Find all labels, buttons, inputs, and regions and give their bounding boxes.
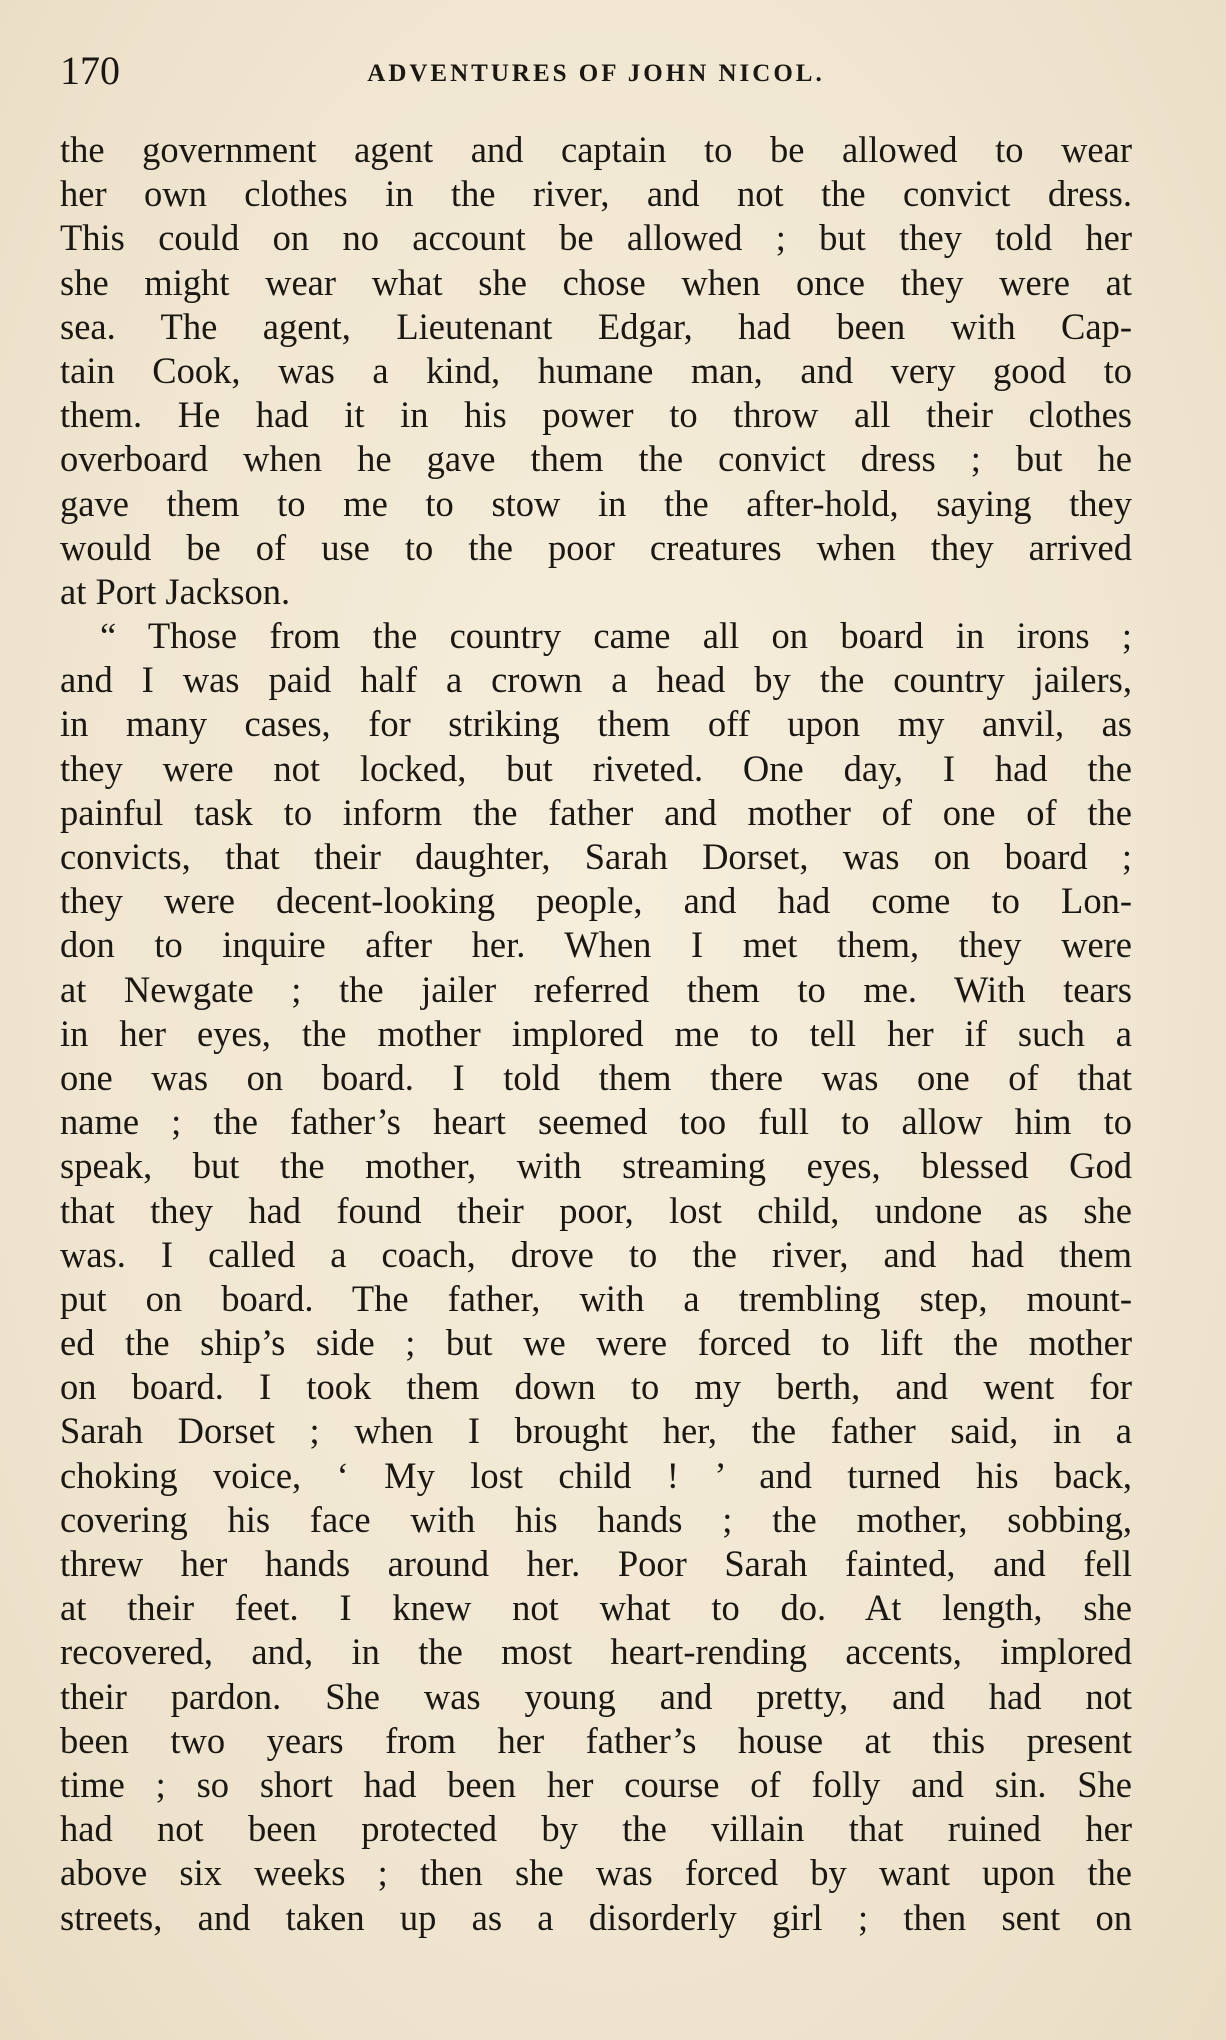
text-line: in her eyes, the mother implored me to tell her if such a xyxy=(60,1012,1132,1054)
text-line: don to inquire after her. When I met them, they were xyxy=(60,924,1132,966)
text-line: speak, but the mother, with streaming eyes, blessed God xyxy=(60,1145,1132,1187)
text-line: at Newgate ; the jailer referred them to me. With tears xyxy=(60,968,1132,1010)
text-line: This could on no account be allowed ; but they told her xyxy=(60,217,1132,259)
text-line: she might wear what she chose when once they were at xyxy=(60,261,1132,303)
page-header xyxy=(60,46,1132,96)
text-line: Sarah Dorset ; when I brought her, the father said, in a xyxy=(60,1410,1132,1452)
text-line: time ; so short had been her course of folly and sin. She xyxy=(60,1763,1132,1805)
text-line: ed the ship’s side ; but we were forced to lift the mother xyxy=(60,1322,1132,1364)
running-title: ADVENTURES OF JOHN NICOL. xyxy=(367,60,825,87)
text-line: one was on board. I told them there was one of that xyxy=(60,1056,1132,1098)
text-line: at their feet. I knew not what to do. At length, she xyxy=(60,1587,1132,1629)
text-line: that they had found their poor, lost child, undone as she xyxy=(60,1189,1132,1231)
text-line: overboard when he gave them the convict dress ; but he xyxy=(60,438,1132,480)
text-line: they were decent-looking people, and had come to Lon- xyxy=(60,880,1132,922)
text-line: they were not locked, but riveted. One day, I had the xyxy=(60,747,1132,789)
text-line: put on board. The father, with a trembling step, mount- xyxy=(60,1277,1132,1319)
text-line: her own clothes in the river, and not the convict dress. xyxy=(60,173,1132,215)
text-line: in many cases, for striking them off upon my anvil, as xyxy=(60,703,1132,745)
text-line: would be of use to the poor creatures when they arrived xyxy=(60,526,1132,568)
text-line: convicts, that their daughter, Sarah Dorset, was on board ; xyxy=(60,836,1132,877)
text-line: name ; the father’s heart seemed too full to allow him to xyxy=(60,1101,1132,1143)
text-line: was. I called a coach, drove to the river, and had them xyxy=(60,1233,1132,1275)
paragraph-start-line: “ Those from the country came all on board in irons ; xyxy=(100,615,1132,657)
page-number: 170 xyxy=(60,48,120,93)
text-line: choking voice, ‘ My lost child ! ’ and turned his back, xyxy=(60,1454,1132,1496)
text-line: on board. I took them down to my berth, and went for xyxy=(60,1366,1132,1408)
text-line: their pardon. She was young and pretty, and had not xyxy=(60,1675,1132,1717)
text-line: and I was paid half a crown a head by the country jailers, xyxy=(60,659,1132,701)
text-line: sea. The agent, Lieutenant Edgar, had been with Cap- xyxy=(60,305,1132,347)
text-line: covering his face with his hands ; the mother, sobbing, xyxy=(60,1498,1132,1540)
text-line: threw her hands around her. Poor Sarah fainted, and fell xyxy=(60,1543,1132,1584)
paragraph-end-line: at Port Jackson. xyxy=(60,570,291,612)
text-line: had not been protected by the villain that ruined her xyxy=(60,1808,1132,1850)
text-line: recovered, and, in the most heart-rending accents, implored xyxy=(60,1631,1132,1673)
text-line: the government agent and captain to be allowed to wear xyxy=(60,129,1132,170)
text-line: been two years from her father’s house at this present xyxy=(60,1719,1132,1761)
text-line: them. He had it in his power to throw all their clothes xyxy=(60,394,1132,436)
text-line: gave them to me to stow in the after-hold, saying they xyxy=(60,482,1132,524)
body-text xyxy=(60,128,1132,1940)
text-line: streets, and taken up as a disorderly girl ; then sent on xyxy=(60,1896,1132,1938)
text-line: above six weeks ; then she was forced by want upon the xyxy=(60,1852,1132,1894)
text-line: painful task to inform the father and mother of one of the xyxy=(60,791,1132,833)
text-line: tain Cook, was a kind, humane man, and very good to xyxy=(60,349,1132,391)
